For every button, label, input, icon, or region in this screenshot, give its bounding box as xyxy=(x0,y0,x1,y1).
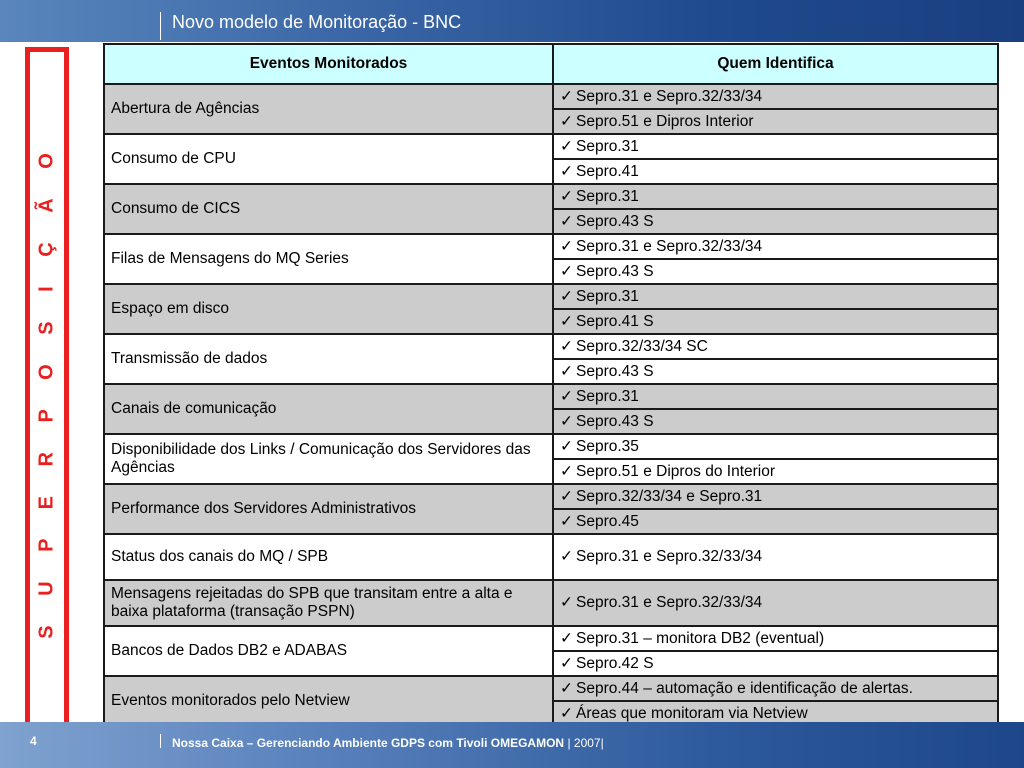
identifier-text: Sepro.41 xyxy=(576,162,639,180)
slide-title: Novo modelo de Monitoração - BNC xyxy=(172,12,462,32)
event-cell: Filas de Mensagens do MQ Series xyxy=(104,234,553,284)
identifier-cell xyxy=(553,159,998,184)
identifier-text: Sepro.31 e Sepro.32/33/34 xyxy=(576,237,763,255)
identifier-cell xyxy=(553,384,998,409)
identifier-cell xyxy=(553,284,998,309)
table-row xyxy=(104,626,998,651)
event-cell: Status dos canais do MQ / SPB xyxy=(104,534,553,580)
check-icon: ✓ xyxy=(560,679,573,697)
event-cell: Consumo de CPU xyxy=(104,134,553,184)
identifier-cell xyxy=(553,134,998,159)
check-icon: ✓ xyxy=(560,362,573,380)
check-icon: ✓ xyxy=(560,487,573,505)
side-label-box xyxy=(25,47,69,733)
check-icon: ✓ xyxy=(560,629,573,647)
event-cell: Eventos monitorados pelo Netview xyxy=(104,676,553,726)
event-cell: Abertura de Agências xyxy=(104,84,553,134)
event-cell: Canais de comunicação xyxy=(104,384,553,434)
event-cell: Transmissão de dados xyxy=(104,334,553,384)
identifier-text: Sepro.43 S xyxy=(576,262,654,280)
identifier-cell xyxy=(553,580,998,626)
identifier-text: Sepro.31 xyxy=(576,287,639,305)
check-icon: ✓ xyxy=(560,387,573,405)
identifier-text: Sepro.42 S xyxy=(576,654,654,672)
footer-text xyxy=(172,736,604,750)
identifier-cell xyxy=(553,359,998,384)
header-separator xyxy=(160,12,161,40)
identifier-cell xyxy=(553,334,998,359)
identifier-text: Sepro.43 S xyxy=(576,212,654,230)
monitoring-table xyxy=(103,43,999,727)
identifier-cell xyxy=(553,84,998,109)
header-eventos: Eventos Monitorados xyxy=(104,44,553,84)
table-row xyxy=(104,384,998,409)
check-icon: ✓ xyxy=(560,548,573,566)
identifier-text: Sepro.31 xyxy=(576,387,639,405)
identifier-text: Sepro.31 – monitora DB2 (eventual) xyxy=(576,629,825,647)
identifier-text: Sepro.41 S xyxy=(576,312,654,330)
slide-footer xyxy=(0,722,1024,768)
slide-header xyxy=(0,0,1024,42)
event-cell: Disponibilidade dos Links / Comunicação dos Servidores das Agências xyxy=(104,434,553,484)
table-row xyxy=(104,284,998,309)
event-cell: Performance dos Servidores Administrativos xyxy=(104,484,553,534)
table-row xyxy=(104,134,998,159)
identifier-text: Sepro.35 xyxy=(576,437,639,455)
table-row xyxy=(104,484,998,509)
table-row xyxy=(104,676,998,701)
identifier-cell xyxy=(553,409,998,434)
check-icon: ✓ xyxy=(560,654,573,672)
check-icon: ✓ xyxy=(560,87,573,105)
identifier-cell xyxy=(553,484,998,509)
footer-separator xyxy=(160,734,161,748)
side-label: S U P E R P O S I Ç Ã O xyxy=(35,141,58,639)
identifier-cell xyxy=(553,309,998,334)
check-icon: ✓ xyxy=(560,187,573,205)
check-icon: ✓ xyxy=(560,594,573,612)
check-icon: ✓ xyxy=(560,162,573,180)
check-icon: ✓ xyxy=(560,112,573,130)
table-row xyxy=(104,84,998,109)
footer-text-rest: | 2007| xyxy=(567,736,604,750)
event-cell: Bancos de Dados DB2 e ADABAS xyxy=(104,626,553,676)
identifier-text: Sepro.51 e Dipros Interior xyxy=(576,112,754,130)
identifier-cell xyxy=(553,109,998,134)
identifier-text: Sepro.31 e Sepro.32/33/34 xyxy=(576,548,763,566)
identifier-text: Sepro.43 S xyxy=(576,362,654,380)
table-row xyxy=(104,534,998,580)
check-icon: ✓ xyxy=(560,512,573,530)
table-header-row xyxy=(104,44,998,84)
event-cell: Espaço em disco xyxy=(104,284,553,334)
identifier-text: Sepro.44 – automação e identificação de alertas. xyxy=(576,679,913,697)
check-icon: ✓ xyxy=(560,704,573,722)
check-icon: ✓ xyxy=(560,437,573,455)
table-row xyxy=(104,434,998,459)
identifier-cell xyxy=(553,434,998,459)
identifier-cell xyxy=(553,651,998,676)
identifier-text: Sepro.43 S xyxy=(576,412,654,430)
event-cell: Consumo de CICS xyxy=(104,184,553,234)
identifier-cell xyxy=(553,626,998,651)
table-row xyxy=(104,334,998,359)
identifier-text: Sepro.32/33/34 e Sepro.31 xyxy=(576,487,763,505)
page-number: 4 xyxy=(30,734,37,748)
event-cell: Mensagens rejeitadas do SPB que transitam entre a alta e baixa plataforma (transação PSPN) xyxy=(104,580,553,626)
identifier-cell xyxy=(553,209,998,234)
check-icon: ✓ xyxy=(560,337,573,355)
check-icon: ✓ xyxy=(560,212,573,230)
identifier-text: Sepro.32/33/34 SC xyxy=(576,337,708,355)
check-icon: ✓ xyxy=(560,237,573,255)
identifier-cell xyxy=(553,509,998,534)
identifier-text: Sepro.31 e Sepro.32/33/34 xyxy=(576,594,763,612)
identifier-text: Sepro.45 xyxy=(576,512,639,530)
check-icon: ✓ xyxy=(560,412,573,430)
identifier-text: Sepro.31 e Sepro.32/33/34 xyxy=(576,87,763,105)
table-row xyxy=(104,184,998,209)
table-row xyxy=(104,580,998,626)
footer-text-bold: Nossa Caixa – Gerenciando Ambiente GDPS com Tivoli OMEGAMON xyxy=(172,736,565,750)
identifier-text: Sepro.31 xyxy=(576,187,639,205)
identifier-text: Sepro.31 xyxy=(576,137,639,155)
check-icon: ✓ xyxy=(560,137,573,155)
identifier-cell xyxy=(553,676,998,701)
identifier-cell xyxy=(553,184,998,209)
identifier-text: Áreas que monitoram via Netview xyxy=(576,704,808,722)
check-icon: ✓ xyxy=(560,262,573,280)
table-body xyxy=(104,84,998,726)
check-icon: ✓ xyxy=(560,462,573,480)
identifier-cell xyxy=(553,459,998,484)
identifier-cell xyxy=(553,534,998,580)
header-quem: Quem Identifica xyxy=(553,44,998,84)
check-icon: ✓ xyxy=(560,287,573,305)
identifier-text: Sepro.51 e Dipros do Interior xyxy=(576,462,776,480)
identifier-cell xyxy=(553,234,998,259)
check-icon: ✓ xyxy=(560,312,573,330)
identifier-cell xyxy=(553,259,998,284)
table-row xyxy=(104,234,998,259)
